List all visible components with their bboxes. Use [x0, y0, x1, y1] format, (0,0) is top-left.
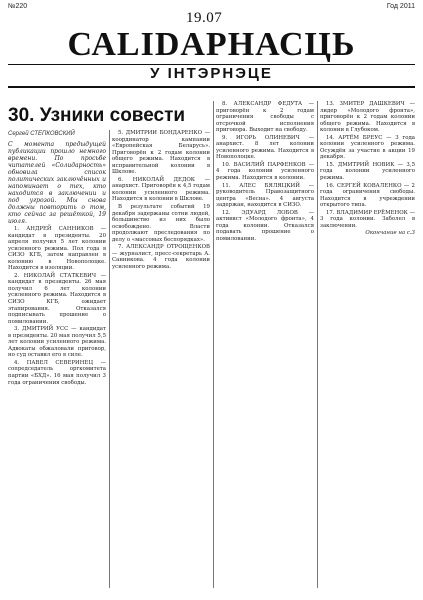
article-paragraph: 16. СЕРГЕЙ КОВАЛЕНКО — 2 года ограничения свободы. Находится в учреждении открытого типа.: [320, 182, 415, 209]
article-paragraph: 8. АЛЕКСАНДР ФЕДУТА — приговорён к 2 годам ограничения свободы с отсрочкой исполнения приговора. Выходит на свободу.: [216, 101, 314, 134]
article-paragraph: 17. ВЛАДИМИР ЕРЁМЕНОК — 3 года колонии. Заболел в заключении.: [320, 209, 415, 229]
article-headline: 30. Узники совести: [8, 105, 186, 126]
column-divider: [213, 101, 214, 588]
column-divider: [109, 130, 110, 588]
article-paragraph: 14. АРТЁМ БРЕУС — 3 года колонии усиленного режима. Осуждён за участие в акции 19 декабря.: [320, 134, 415, 161]
issue-year: Год 2011: [386, 3, 415, 10]
article-lead: С момента предыдущей публикации прошло немного времени. По просьбе читателей «Солидарность» обновила список политических заключённых и напоминает о тех, кто находится в заключении и под угрозой. Мы снова должны повторить о том, кто сейчас за решёткой, 19 июля.: [8, 141, 106, 225]
article-paragraph: 11. АЛЕС БЯЛЯЦКИЙ — руководитель Правозащитного центра «Весна». 4 августа задержан, находится в СИЗО.: [216, 182, 314, 209]
masthead: САLIDАРНАСЦЬ: [67, 26, 356, 63]
column-divider: [317, 101, 318, 588]
continuation-note: Окончание на с.3: [365, 230, 415, 237]
article-column-4: [320, 101, 415, 588]
article-paragraph: 2. НИКОЛАЙ СТАТКЕВИЧ — кандидат в президенты. 26 мая получил 6 лет колонии усиленного режима. Находится в СИЗО КГБ, ожидает этапирования. Отказался подписывать прошение о помиловании.: [8, 272, 106, 325]
article-paragraph: 7. АЛЕКСАНДР ОТРОЩЕНКОВ — журналист, пресс-секретарь А. Санникова. 4 года колонии усиленного режима.: [112, 244, 210, 270]
article-paragraph: В результате событий 19 декабря задержаны сотни людей, большинство из них было освобождено. Власти продолжают преследования по делу о «массовых беспорядках».: [112, 204, 210, 243]
article-paragraph: 13. ЗМИТЕР ДАШКЕВИЧ — лидер «Молодого фронта», приговорён к 2 годам колонии общего режима. Находится в колонии в Глубоком.: [320, 101, 415, 134]
article-paragraph: 6. НИКОЛАЙ ДЕДОК — анархист. Приговорён к 4,5 годам колонии усиленного режима. Находится в колонии в Шклове.: [112, 176, 210, 203]
article-paragraph: 4. ПАВЕЛ СЕВЕРИНЕЦ — сопредседатель оргкомитета партии «БХД». 16 мая получил 3 года ограничения свободы.: [8, 359, 106, 386]
issue-number: №220: [8, 3, 28, 10]
article-author: Сергей СТЕПКОВСКИЙ: [8, 131, 75, 137]
article-column-2: [112, 130, 210, 588]
article-paragraph: 1. АНДРЕЙ САННИКОВ — кандидат в президенты. 20 апреля получил 5 лет колонии усиленного режима. Пол года в СИЗО КГБ, затем направлен в колонию в Новополоцке. Находится в изоляции.: [8, 226, 106, 272]
article-column-1: [8, 141, 106, 588]
article-paragraph: 12. ЭДУАРД ЛОБОВ — активист «Молодого фронта», 4 года колонии. Отказался подавать прошение о помиловании.: [216, 209, 314, 242]
article-paragraph: 10. ВАСИЛИЙ ПАРФЕНКОВ — 4 года колонии усиленного режима. Находится в колонии.: [216, 161, 314, 182]
article-column-3: [216, 101, 314, 588]
article-paragraph: 9. ИГОРЬ ОЛИНЕВИЧ — анархист. 8 лет колонии усиленного режима. Находится в Новополоцке.: [216, 134, 314, 161]
masthead-subtitle: У IНТЭРНЭЦЕ: [150, 65, 273, 82]
article-paragraph: 3. ДМИТРИЙ УСС — кандидат в президенты. 20 мая получил 5,5 лет колонии усиленного режима. Адвокаты обжаловали приговор, но суд оставил его в силе.: [8, 326, 106, 359]
article-paragraph: 5. ДМИТРИЙ БОНДАРЕНКО — координатор кампании «Европейская Беларусь». Приговорён к 2 годам колонии общего режима. Находится в исправительной колонии в Шклове.: [112, 130, 210, 176]
header-rule: [8, 86, 415, 88]
issue-date: 19.07: [186, 10, 223, 26]
article-paragraph: 15. ДМИТРИЙ НОВИК — 3,5 года колонии усиленного режима.: [320, 161, 415, 182]
